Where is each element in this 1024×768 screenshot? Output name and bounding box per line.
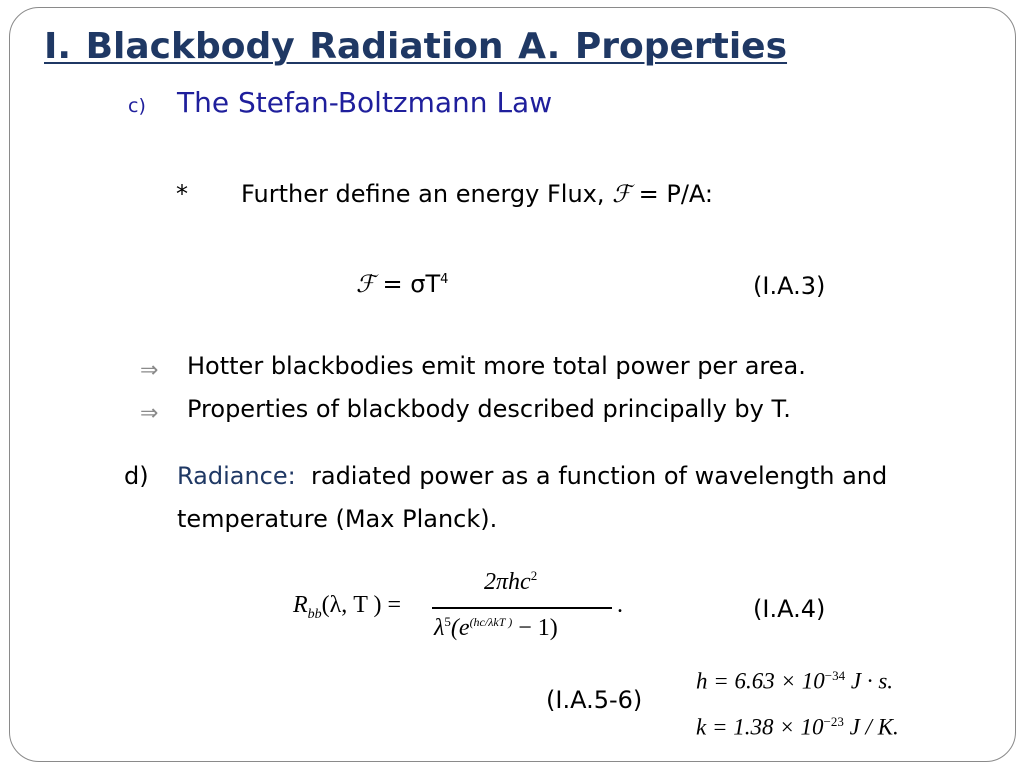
eq4-denominator: $\lambda^5(e^{(hc/\lambda kT )} - 1)$ <box>434 614 558 641</box>
eq3-rhs: = σT <box>374 270 441 298</box>
radiance-definition: radiated power as a function of wavelength and <box>311 462 888 490</box>
subsection-d-line1 <box>177 462 887 490</box>
slide-title: I. Blackbody Radiation A. Properties <box>44 26 788 67</box>
eq3-flux-symbol: ℱ <box>356 270 375 298</box>
eq4-label: (I.A.4) <box>753 595 826 623</box>
eq56-label: (I.A.5-6) <box>546 686 643 714</box>
star-bullet: * <box>176 180 188 208</box>
flux-text: Further define an energy Flux, <box>241 180 613 208</box>
radiance-definition-line2: temperature (Max Planck). <box>177 505 498 533</box>
subsection-c-title: The Stefan-Boltzmann Law <box>177 86 553 119</box>
eq4-args: (λ, T ) = <box>321 592 402 618</box>
flux-definition <box>241 180 713 208</box>
equation-stefan-boltzmann <box>356 270 448 298</box>
slide-frame <box>9 7 1016 762</box>
eq4-lhs <box>293 592 401 623</box>
fraction-bar <box>432 607 612 609</box>
subsection-c-number: c) <box>128 95 146 117</box>
eq4-numerator: 2πhc$^2$ <box>484 568 538 595</box>
flux-symbol: ℱ <box>612 180 631 208</box>
eq4-period: . <box>617 592 623 618</box>
eq3-label: (I.A.3) <box>753 272 826 300</box>
planck-constant: $h = 6.63 \times 10^{-34}$ J · s. <box>696 668 894 694</box>
implication-1: Hotter blackbodies emit more total power per area. <box>187 352 806 380</box>
boltzmann-constant: $k = 1.38 \times 10^{-23}$ J / K. <box>696 714 899 740</box>
flux-rest: = P/A: <box>631 180 714 208</box>
eq4-R: R <box>293 592 308 618</box>
subsection-d-number: d) <box>124 462 149 490</box>
implication-2: Properties of blackbody described principally by T. <box>187 395 791 423</box>
eq4-R-sub: bb <box>307 606 322 622</box>
implies-arrow-icon: ⇒ <box>140 401 159 426</box>
radiance-term: Radiance: <box>177 462 296 490</box>
implies-arrow-icon: ⇒ <box>140 358 159 383</box>
eq3-exponent: 4 <box>440 272 449 287</box>
